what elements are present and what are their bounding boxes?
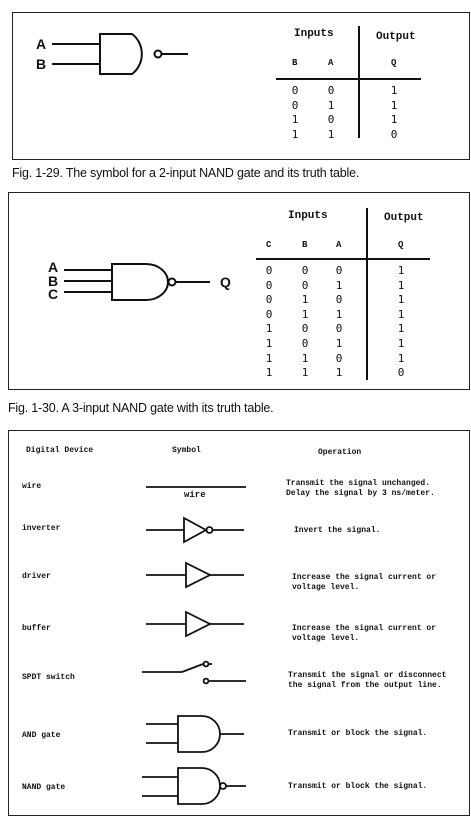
- output-label-q: Q: [220, 274, 231, 290]
- truth-table-cell: 1: [397, 278, 405, 292]
- nand-gate-symbol: [142, 768, 246, 804]
- header-digital-device: Digital Device: [26, 446, 94, 455]
- truth-table-cell: 0: [291, 98, 299, 112]
- device-operation: Transmit or block the signal.: [288, 729, 428, 738]
- device-operation: Transmit the signal or disconnect the signal from the output line.: [288, 671, 447, 690]
- truth-table-cell: 1: [327, 127, 335, 141]
- truth-table-cell: 1: [397, 351, 405, 365]
- truth-table-cell: 1: [390, 84, 398, 97]
- truth-table-cell: 1: [397, 293, 405, 307]
- truth-table-cell: 1: [397, 322, 405, 336]
- truth-table-output-header: Output: [384, 212, 424, 224]
- truth-table-cell: 1: [397, 264, 405, 277]
- device-name: AND gate: [22, 731, 61, 740]
- input-label-b: B: [36, 56, 47, 72]
- truth-table-cell: 0: [301, 278, 309, 292]
- truth-table-cell: 0: [291, 84, 299, 97]
- header-symbol: Symbol: [172, 446, 201, 455]
- truth-table-cell: 1: [335, 278, 343, 292]
- truth-table-cell: 1: [291, 113, 299, 126]
- col-header-b: B: [292, 58, 298, 68]
- wire-symbol-label: wire: [184, 490, 206, 500]
- truth-table-cell: 1: [265, 337, 273, 350]
- truth-table-cell: 1: [335, 337, 343, 350]
- header-operation: Operation: [318, 448, 362, 457]
- truth-table-cell: 1: [265, 322, 273, 336]
- device-name: wire: [22, 482, 42, 491]
- buffer-symbol: [146, 612, 244, 636]
- col-header-q: Q: [398, 240, 404, 250]
- figure-1-30-caption: Fig. 1-30. A 3-input NAND gate with its truth table.: [8, 401, 274, 415]
- truth-table-cell: 1: [301, 366, 309, 380]
- device-name: inverter: [22, 524, 61, 533]
- truth-table-cell: 1: [291, 127, 299, 141]
- truth-table-cell: 1: [301, 351, 309, 365]
- truth-table-cell: 1: [397, 337, 405, 350]
- device-name: driver: [22, 572, 51, 581]
- truth-table-cell: 1: [397, 307, 405, 321]
- device-name: SPDT switch: [22, 673, 75, 682]
- input-label-a: A: [48, 259, 59, 275]
- truth-table-cell: 0: [327, 84, 335, 97]
- truth-table-cell: 1: [265, 366, 273, 380]
- truth-table-cell: 1: [335, 307, 343, 321]
- input-label-b: B: [48, 273, 59, 289]
- truth-table-cell: 1: [335, 366, 343, 380]
- truth-table-cell: 0: [301, 337, 309, 350]
- device-operation: Increase the signal current or voltage level.: [292, 624, 437, 643]
- col-header-a: A: [328, 58, 334, 68]
- driver-symbol: [146, 563, 244, 587]
- truth-table-cell: 0: [327, 113, 335, 126]
- truth-table-cell: 0: [265, 293, 273, 307]
- device-name: buffer: [22, 624, 51, 633]
- truth-table-cell: 0: [265, 264, 273, 277]
- truth-table-cell: 0: [335, 351, 343, 365]
- device-operation: Increase the signal current or voltage level.: [292, 573, 437, 592]
- truth-table-cell: 1: [390, 98, 398, 112]
- col-header-c: C: [266, 240, 272, 250]
- col-header-b: B: [302, 240, 308, 250]
- device-operation: Transmit or block the signal.: [288, 782, 428, 791]
- truth-table-cell: 0: [390, 127, 398, 141]
- col-header-q: Q: [391, 58, 397, 68]
- truth-table-cell: 0: [301, 264, 309, 277]
- spdt-switch-symbol: [142, 662, 246, 684]
- device-operation: Transmit the signal unchanged. Delay the signal by 3 ns/meter.: [286, 479, 435, 498]
- truth-table-cell: 0: [301, 322, 309, 336]
- truth-table-cell: 0: [265, 278, 273, 292]
- device-operation: Invert the signal.: [294, 526, 381, 535]
- input-label-c: C: [48, 286, 59, 302]
- truth-table-cell: 1: [390, 113, 398, 126]
- truth-table-cell: 0: [335, 293, 343, 307]
- truth-table-cell: 1: [301, 293, 309, 307]
- truth-table-output-header: Output: [376, 31, 416, 43]
- inverter-symbol: [146, 518, 244, 542]
- and-gate-symbol: [146, 716, 244, 752]
- truth-table-cell: 1: [301, 307, 309, 321]
- figure-1-29-caption: Fig. 1-29. The symbol for a 2-input NAND gate and its truth table.: [12, 166, 360, 180]
- truth-table-cell: 1: [265, 351, 273, 365]
- input-label-a: A: [36, 36, 47, 52]
- truth-table-cell: 0: [397, 366, 405, 380]
- truth-table-cell: 1: [327, 98, 335, 112]
- truth-table-cell: 0: [335, 264, 343, 277]
- truth-table-cell: 0: [265, 307, 273, 321]
- truth-table-inputs-header: Inputs: [294, 28, 334, 40]
- truth-table-cell: 0: [335, 322, 343, 336]
- device-name: NAND gate: [22, 783, 66, 792]
- truth-table-inputs-header: Inputs: [288, 210, 328, 222]
- col-header-a: A: [336, 240, 342, 250]
